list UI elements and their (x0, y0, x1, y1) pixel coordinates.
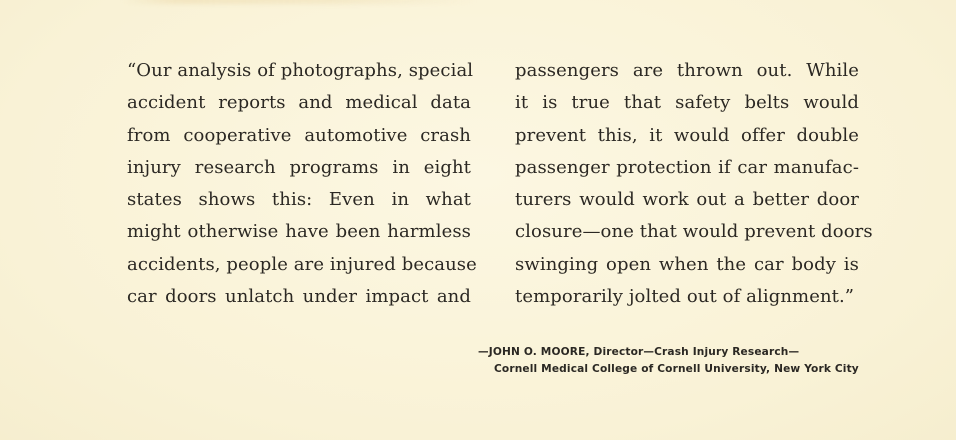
quote-line: temporarily jolted out of alignment.” (515, 286, 855, 308)
quote-line: passenger protection if car manufac- (515, 156, 859, 178)
quote-right-column (515, 55, 873, 313)
quote-line: closure—one that would prevent doors (515, 221, 873, 243)
attribution-institution: Cornell Medical College of Cornell University, New York City (494, 362, 859, 375)
quote-left-column (127, 55, 477, 313)
attribution-name-title: —JOHN O. MOORE, Director—Crash Injury Research— (478, 346, 800, 358)
quote-line: accidents, people are injured because (127, 253, 477, 275)
quote-line: turers would work out a better door (515, 189, 859, 211)
quote-line: injury research programs in eight (127, 156, 471, 178)
faded-heading-remnant (122, 0, 477, 4)
quote-line: accident reports and medical data (127, 92, 471, 114)
quote-line: swinging open when the car body is (515, 253, 859, 275)
quote-line: it is true that safety belts would (515, 92, 859, 114)
quote-line: prevent this, it would offer double (515, 124, 859, 146)
quote-line: passengers are thrown out. While (515, 60, 859, 81)
quote-line: “Our analysis of photographs, special (127, 60, 474, 81)
quote-line: car doors unlatch under impact and (127, 286, 471, 308)
quote-line: from cooperative automotive crash (127, 124, 471, 146)
quote-attribution (478, 344, 859, 377)
quote-line: might otherwise have been harmless (127, 221, 471, 243)
quote-line: states shows this: Even in what (127, 189, 471, 211)
